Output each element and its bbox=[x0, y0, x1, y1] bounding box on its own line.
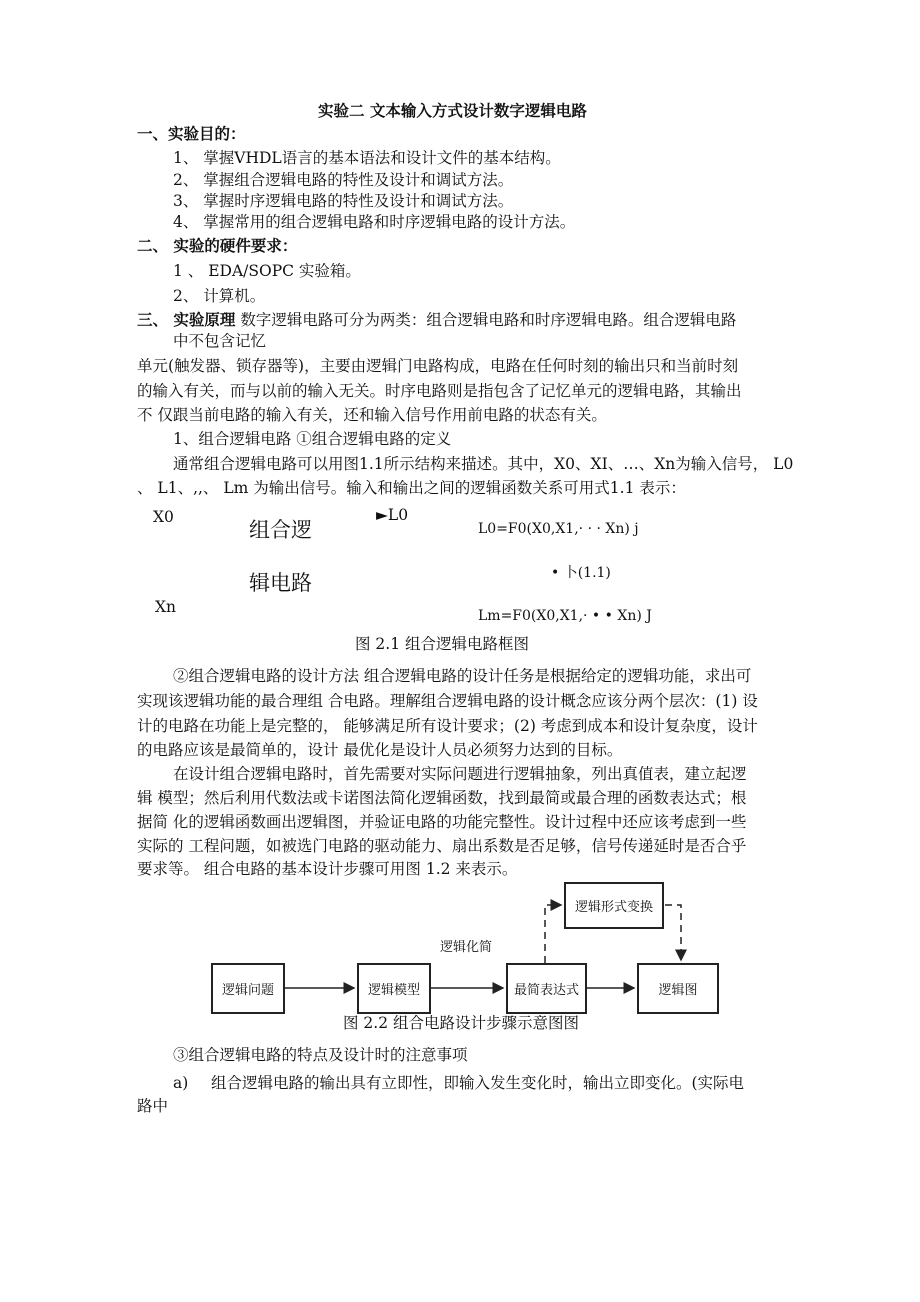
paragraph-line: 实现该逻辑功能的最合理组 合电路。理解组合逻辑电路的设计概念应该分两个层次：(1) 设 bbox=[137, 692, 758, 710]
page-title: 实验二 文本输入方式设计数字逻辑电路 bbox=[318, 101, 587, 120]
paragraph-line: 1、组合逻辑电路 ①组合逻辑电路的定义 bbox=[173, 430, 452, 448]
list-item: 1 、 EDA/SOPC 实验箱。 bbox=[173, 262, 361, 280]
section-1-heading: 一、实验目的： bbox=[137, 124, 246, 143]
paragraph-line: 组合逻辑电路的输出具有立即性，即输入发生变化时，输出立即变化。(实际电 bbox=[211, 1074, 745, 1092]
list-item: 4、 掌握常用的组合逻辑电路和时序逻辑电路的设计方法。 bbox=[173, 213, 576, 231]
flow-box-problem: 逻辑问题 bbox=[211, 963, 285, 1014]
paragraph-line: 单元(触发器、锁存器等)，主要由逻辑门电路构成，电路在任何时刻的输出只和当前时刻 bbox=[137, 357, 739, 375]
fig2-caption: 图 2.2 组合电路设计步骤示意图图 bbox=[343, 1014, 580, 1032]
paragraph-line: 的电路应该是最简单的，设计 最优化是设计人员必须努力达到的目标。 bbox=[137, 741, 623, 759]
dashed-transform-to-diagram bbox=[665, 905, 681, 960]
fig1-equation-lm: Lm=F0(X0,X1,· • • Xn) J bbox=[478, 608, 652, 624]
fig1-equation-brace: • 卜(1.1) bbox=[551, 565, 611, 581]
list-item: 3、 掌握时序逻辑电路的特性及设计和调试方法。 bbox=[173, 192, 514, 210]
flow-box-model: 逻辑模型 bbox=[357, 963, 431, 1014]
list-item: 1、 掌握VHDL语言的基本语法和设计文件的基本结构。 bbox=[173, 149, 561, 167]
fig1-input-x0: X0 bbox=[153, 508, 174, 526]
section-3-first-line bbox=[137, 310, 736, 330]
paragraph-line: 要求等。 组合电路的基本设计步骤可用图 1.2 来表示。 bbox=[137, 860, 518, 878]
paragraph-line: 不 仅跟当前电路的输入有关，还和输入信号作用前电路的状态有关。 bbox=[137, 406, 607, 424]
paragraph-line: 中不包含记忆 bbox=[173, 332, 267, 350]
section-3-heading: 三、 实验原理 bbox=[137, 310, 236, 329]
flow-box-transform: 逻辑形式变换 bbox=[564, 882, 664, 929]
paragraph-line: ③组合逻辑电路的特点及设计时的注意事项 bbox=[173, 1046, 468, 1064]
flow-label-simplify: 逻辑化简 bbox=[440, 940, 493, 955]
flow-box-minimal: 最简表达式 bbox=[506, 963, 587, 1014]
paragraph-line: 通常组合逻辑电路可以用图1.1所示结构来描述。其中，X0、XI、…、Xn为输入信号， L0 bbox=[173, 455, 794, 473]
fig1-block-line2: 辑电路 bbox=[249, 571, 312, 595]
paragraph-line: 、 L1、,,、 Lm 为输出信号。输入和输出之间的逻辑函数关系可用式1.1 表示： bbox=[137, 479, 686, 497]
fig1-caption: 图 2.1 组合逻辑电路框图 bbox=[355, 635, 530, 653]
paragraph-line: ②组合逻辑电路的设计方法 组合逻辑电路的设计任务是根据给定的逻辑功能，求出可 bbox=[173, 667, 752, 685]
flow-box-diagram: 逻辑图 bbox=[637, 963, 719, 1014]
paragraph-line: 实际的 工程问题，如被选门电路的驱动能力、扇出系数是否足够，信号传递延时是否合乎 bbox=[137, 837, 747, 855]
section-2-heading: 二、 实验的硬件要求： bbox=[137, 236, 298, 255]
dashed-minimal-to-transform bbox=[545, 905, 561, 963]
paragraph-line: 的输入有关，而与以前的输入无关。时序电路则是指包含了记忆单元的逻辑电路，其输出 bbox=[137, 382, 742, 400]
fig1-output-l0: ►L0 bbox=[376, 506, 409, 524]
fig1-block-line1: 组合逻 bbox=[249, 518, 312, 542]
section-3-lead: 数字逻辑电路可分为两类：组合逻辑电路和时序逻辑电路。组合逻辑电路 bbox=[235, 311, 737, 329]
paragraph-line: 辑 模型；然后利用代数法或卡诺图法简化逻辑函数，找到最简或最合理的函数表达式；根 bbox=[137, 789, 747, 807]
paragraph-line: 路中 bbox=[137, 1097, 169, 1115]
list-item: 2、 计算机。 bbox=[173, 287, 266, 305]
list-marker: a) bbox=[173, 1074, 189, 1092]
fig1-equation-l0: L0=F0(X0,X1,· · · Xn) j bbox=[478, 521, 639, 537]
paragraph-line: 据简 化的逻辑函数画出逻辑图，并验证电路的功能完整性。设计过程中还应该考虑到一些 bbox=[137, 813, 747, 831]
fig1-input-xn: Xn bbox=[155, 598, 177, 616]
paragraph-line: 在设计组合逻辑电路时，首先需要对实际问题进行逻辑抽象，列出真值表，建立起逻 bbox=[173, 765, 747, 783]
list-item: 2、 掌握组合逻辑电路的特性及设计和调试方法。 bbox=[173, 171, 514, 189]
paragraph-line: 计的电路在功能上是完整的， 能够满足所有设计要求；(2) 考虑到成本和设计复杂度，设计 bbox=[137, 717, 758, 735]
